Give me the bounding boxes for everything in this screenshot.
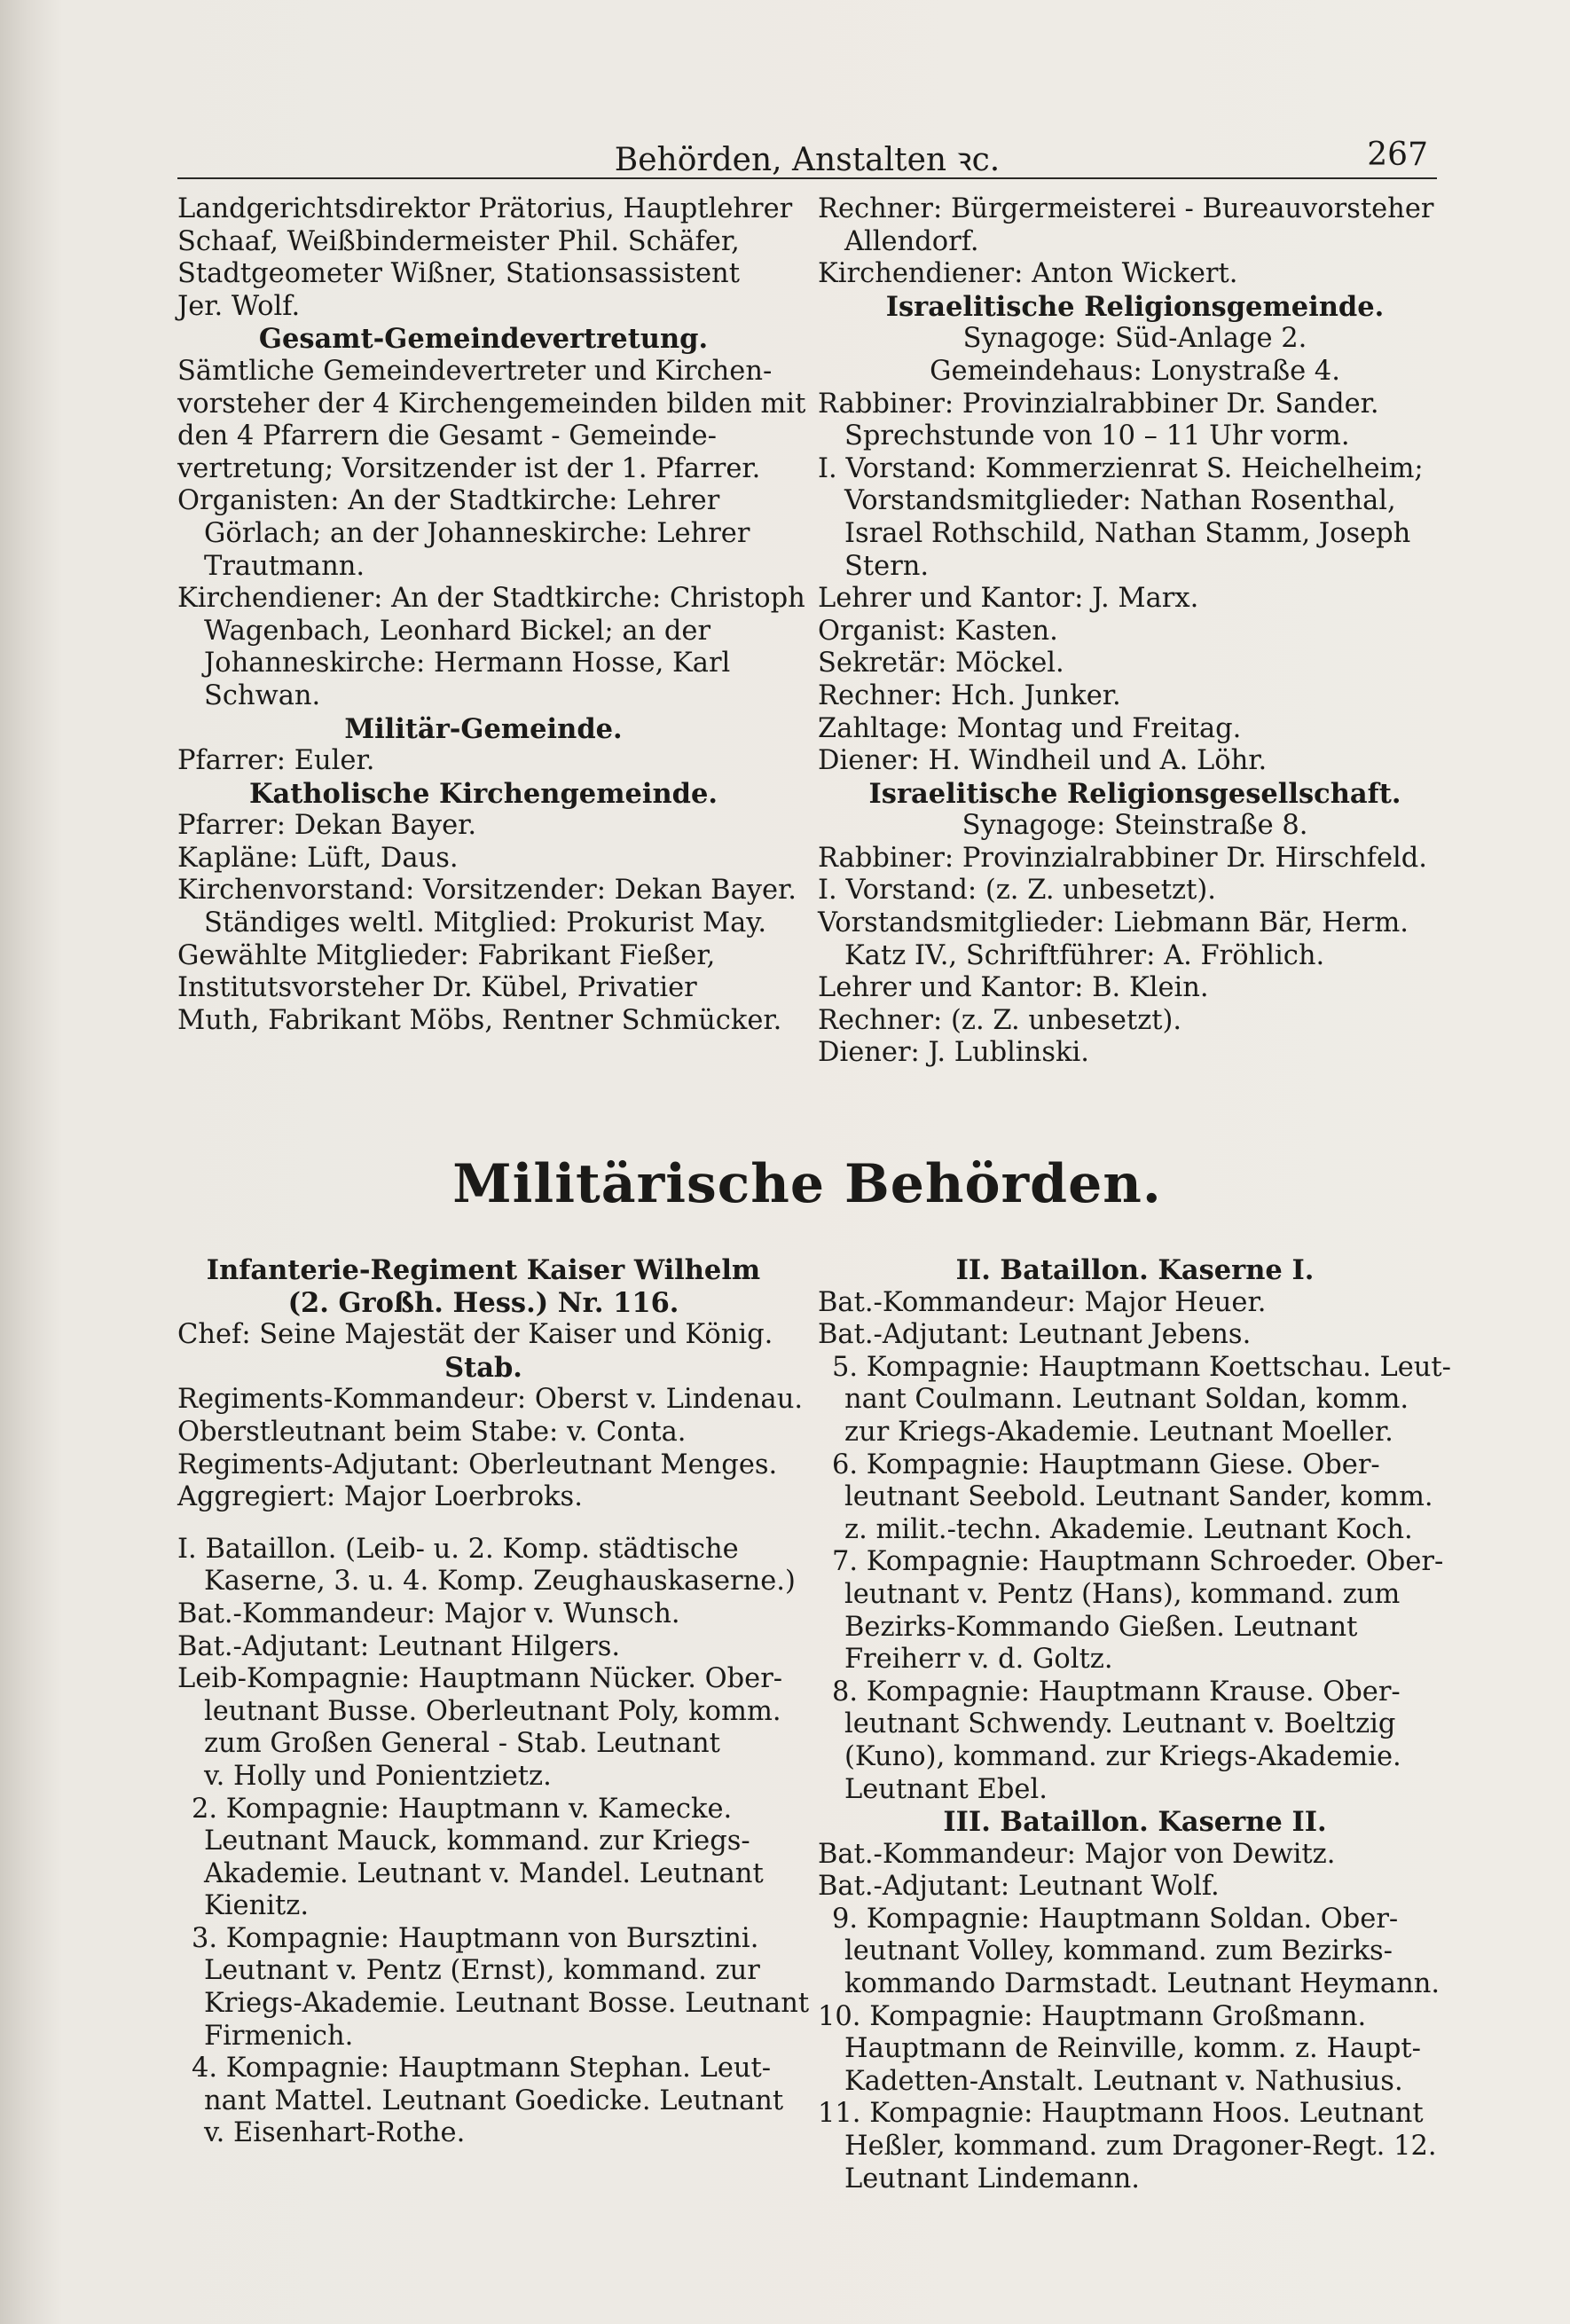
text-line: leutnant Busse. Oberleutnant Poly, komm. xyxy=(204,1695,781,1727)
text-line: Kienitz. xyxy=(204,1890,310,1922)
text-line: Regiments-Adjutant: Oberleutnant Menges. xyxy=(177,1449,778,1480)
section-heading: Infanterie-Regiment Kaiser Wilhelm xyxy=(206,1254,761,1286)
section-heading: Israelitische Religionsgemeinde. xyxy=(885,290,1385,323)
text-line: Rechner: Bürgermeisterei - Bureauvorsteher xyxy=(818,193,1434,224)
text-line: 5. Kompagnie: Hauptmann Koettschau. Leut- xyxy=(832,1351,1451,1383)
text-line: Kirchendiener: Anton Wickert. xyxy=(818,258,1238,290)
text-line: Israel Rothschild, Nathan Stamm, Joseph xyxy=(844,517,1411,549)
text-line: Katz IV., Schriftführer: A. Fröhlich. xyxy=(844,939,1325,971)
section-heading: Gesamt-Gemeindevertretung. xyxy=(258,323,709,356)
text-line: Kaserne, 3. u. 4. Komp. Zeughauskaserne.) xyxy=(204,1566,796,1598)
text-line: Lehrer und Kantor: B. Klein. xyxy=(818,972,1209,1004)
text-line: Kapläne: Lüft, Daus. xyxy=(177,842,459,874)
text-line: nant Mattel. Leutnant Goedicke. Leutnant xyxy=(204,2085,784,2116)
text-line: Jer. Wolf. xyxy=(177,290,301,322)
text-line: Rechner: (z. Z. unbesetzt). xyxy=(818,1004,1182,1036)
text-line: leutnant Volley, kommand. zum Bezirks- xyxy=(844,1935,1393,1967)
left-column-bottom xyxy=(177,1254,810,2150)
section-heading: Stab. xyxy=(444,1351,522,1384)
text-line: Gemeindehaus: Lonystraße 4. xyxy=(930,355,1340,387)
text-line: Rabbiner: Provinzialrabbiner Dr. Sander. xyxy=(818,388,1379,420)
text-line: 8. Kompagnie: Hauptmann Krause. Ober- xyxy=(832,1676,1401,1708)
text-line: v. Eisenhart-Rothe. xyxy=(204,2117,466,2149)
text-line: den 4 Pfarrern die Gesamt - Gemeinde- xyxy=(177,420,717,452)
text-line: Görlach; an der Johanneskirche: Lehrer xyxy=(204,517,750,549)
text-line: Leutnant Mauck, kommand. zur Kriegs- xyxy=(204,1825,750,1857)
text-line: 9. Kompagnie: Hauptmann Soldan. Ober- xyxy=(832,1903,1399,1935)
text-line: Bat.-Kommandeur: Major Heuer. xyxy=(818,1286,1267,1318)
text-line: Allendorf. xyxy=(844,225,979,257)
text-line: I. Bataillon. (Leib- u. 2. Komp. städtische xyxy=(177,1533,739,1565)
text-line: (Kuno), kommand. zur Kriegs-Akademie. xyxy=(844,1740,1401,1772)
text-line: 3. Kompagnie: Hauptmann von Bursztini. xyxy=(192,1922,759,1954)
text-line: 2. Kompagnie: Hauptmann v. Kamecke. xyxy=(192,1793,733,1825)
text-line: leutnant Seebold. Leutnant Sander, komm. xyxy=(844,1481,1433,1513)
text-line: Freiherr v. d. Goltz. xyxy=(844,1644,1113,1676)
text-line: 6. Kompagnie: Hauptmann Giese. Ober- xyxy=(832,1449,1380,1480)
text-line: Wagenbach, Leonhard Bickel; an der xyxy=(204,615,711,647)
text-line: Bezirks-Kommando Gießen. Leutnant xyxy=(844,1611,1358,1643)
right-column-bottom xyxy=(818,1254,1452,2195)
text-line: Stern. xyxy=(844,550,930,582)
text-line: Sämtliche Gemeindevertreter und Kirchen- xyxy=(177,355,773,387)
text-line: Gewählte Mitglieder: Fabrikant Fießer, xyxy=(177,939,716,971)
text-line: 11. Kompagnie: Hauptmann Hoos. Leutnant xyxy=(818,2098,1424,2130)
text-line: Chef: Seine Majestät der Kaiser und König. xyxy=(177,1319,773,1351)
text-line: Bat.-Adjutant: Leutnant Wolf. xyxy=(818,1871,1220,1903)
text-line: 7. Kompagnie: Hauptmann Schroeder. Ober- xyxy=(832,1546,1444,1578)
text-line: Muth, Fabrikant Möbs, Rentner Schmücker. xyxy=(177,1004,782,1036)
text-line: I. Vorstand: Kommerzienrat S. Heichelheim; xyxy=(818,452,1424,484)
text-line: Landgerichtsdirektor Prätorius, Hauptlehrer xyxy=(177,193,793,224)
text-line: Bat.-Adjutant: Leutnant Hilgers. xyxy=(177,1630,621,1662)
text-line: Institutsvorsteher Dr. Kübel, Privatier xyxy=(177,972,697,1004)
text-line: Firmenich. xyxy=(204,2020,354,2052)
text-line: Synagoge: Steinstraße 8. xyxy=(962,810,1308,842)
text-line: Trautmann. xyxy=(204,550,365,582)
text-line: Organisten: An der Stadtkirche: Lehrer xyxy=(177,485,720,517)
text-line: Regiments-Kommandeur: Oberst v. Lindenau. xyxy=(177,1384,804,1416)
text-line: Ständiges weltl. Mitglied: Prokurist May. xyxy=(204,907,767,939)
text-line: Schaaf, Weißbindermeister Phil. Schäfer, xyxy=(177,225,740,257)
text-line: leutnant v. Pentz (Hans), kommand. zum xyxy=(844,1578,1401,1610)
text-line: Rechner: Hch. Junker. xyxy=(818,679,1121,711)
text-line: Bat.-Adjutant: Leutnant Jebens. xyxy=(818,1319,1252,1351)
text-line: Leib-Kompagnie: Hauptmann Nücker. Ober- xyxy=(177,1663,783,1695)
text-line: Vorstandsmitglieder: Liebmann Bär, Herm. xyxy=(818,907,1409,939)
text-line: Leutnant Lindemann. xyxy=(844,2163,1140,2194)
right-column-top xyxy=(818,193,1452,1070)
text-line xyxy=(177,1514,789,1534)
text-line: Zahltage: Montag und Freitag. xyxy=(818,712,1242,744)
text-line: Organist: Kasten. xyxy=(818,615,1058,647)
text-line: Schwan. xyxy=(204,679,321,711)
text-line: Akademie. Leutnant v. Mandel. Leutnant xyxy=(204,1857,764,1889)
text-line: I. Vorstand: (z. Z. unbesetzt). xyxy=(818,875,1216,907)
text-line: leutnant Schwendy. Leutnant v. Boeltzig xyxy=(844,1708,1396,1740)
text-line: zur Kriegs-Akademie. Leutnant Moeller. xyxy=(844,1416,1393,1448)
running-header xyxy=(177,133,1437,179)
header-title: Behörden, Anstalten ꝛc. xyxy=(614,142,1001,178)
text-line: Pfarrer: Dekan Bayer. xyxy=(177,810,477,842)
text-line: Diener: H. Windheil und A. Löhr. xyxy=(818,745,1268,777)
text-line: Bat.-Kommandeur: Major v. Wunsch. xyxy=(177,1598,680,1629)
text-line: Hauptmann de Reinville, komm. z. Haupt- xyxy=(844,2033,1421,2065)
text-line: Sekretär: Möckel. xyxy=(818,648,1064,679)
section-heading: II. Bataillon. Kaserne I. xyxy=(955,1254,1315,1286)
text-line: Rabbiner: Provinzialrabbiner Dr. Hirschfeld. xyxy=(818,842,1427,874)
text-line: Kriegs-Akademie. Leutnant Bosse. Leutnant xyxy=(204,1988,810,2020)
text-line: vertretung; Vorsitzender ist der 1. Pfarrer. xyxy=(177,452,761,484)
text-line: Vorstandsmitglieder: Nathan Rosenthal, xyxy=(844,485,1396,517)
text-line: v. Holly und Ponientzietz. xyxy=(204,1760,552,1792)
section-title: Militärische Behörden. xyxy=(452,1153,1162,1215)
text-line: zum Großen General - Stab. Leutnant xyxy=(204,1728,720,1760)
text-line: Heßler, kommand. zum Dragoner-Regt. 12. xyxy=(844,2131,1437,2163)
text-line: Leutnant Ebel. xyxy=(844,1773,1048,1805)
text-line: z. milit.-techn. Akademie. Leutnant Koch. xyxy=(844,1513,1413,1545)
text-line: Bat.-Kommandeur: Major von Dewitz. xyxy=(818,1838,1336,1870)
text-line: vorsteher der 4 Kirchengemeinden bilden mit xyxy=(177,388,806,420)
text-line: Sprechstunde von 10 – 11 Uhr vorm. xyxy=(844,420,1350,452)
text-line: Pfarrer: Euler. xyxy=(177,745,375,777)
section-heading: Katholische Kirchengemeinde. xyxy=(248,777,718,810)
text-line: Leutnant v. Pentz (Ernst), kommand. zur xyxy=(204,1955,760,1987)
text-line: Kirchenvorstand: Vorsitzender: Dekan Bayer. xyxy=(177,875,797,907)
text-line: Aggregiert: Major Loerbroks. xyxy=(177,1481,583,1513)
section-heading: III. Bataillon. Kaserne II. xyxy=(943,1806,1327,1839)
text-line: 4. Kompagnie: Hauptmann Stephan. Leut- xyxy=(192,2053,772,2085)
text-line: nant Coulmann. Leutnant Soldan, komm. xyxy=(844,1384,1409,1416)
text-line: Lehrer und Kantor: J. Marx. xyxy=(818,583,1199,615)
text-line: kommando Darmstadt. Leutnant Heymann. xyxy=(844,1968,1440,2000)
text-line: Kirchendiener: An der Stadtkirche: Christoph xyxy=(177,583,805,615)
page-number: 267 xyxy=(1367,137,1428,173)
text-line: Oberstleutnant beim Stabe: v. Conta. xyxy=(177,1416,687,1448)
section-heading: Israelitische Religionsgesellschaft. xyxy=(868,777,1401,810)
section-heading: (2. Großh. Hess.) Nr. 116. xyxy=(287,1286,679,1319)
text-line: Kadetten-Anstalt. Leutnant v. Nathusius. xyxy=(844,2065,1403,2097)
text-line: Stadtgeometer Wißner, Stationsassistent xyxy=(177,258,740,290)
text-line: 10. Kompagnie: Hauptmann Großmann. xyxy=(818,2000,1367,2032)
left-column-top xyxy=(177,193,806,1037)
section-heading: Militär-Gemeinde. xyxy=(344,712,623,745)
text-line: Synagoge: Süd-Anlage 2. xyxy=(962,323,1307,355)
text-line: Johanneskirche: Hermann Hosse, Karl xyxy=(204,648,731,679)
text-line: Diener: J. Lublinski. xyxy=(818,1037,1089,1069)
